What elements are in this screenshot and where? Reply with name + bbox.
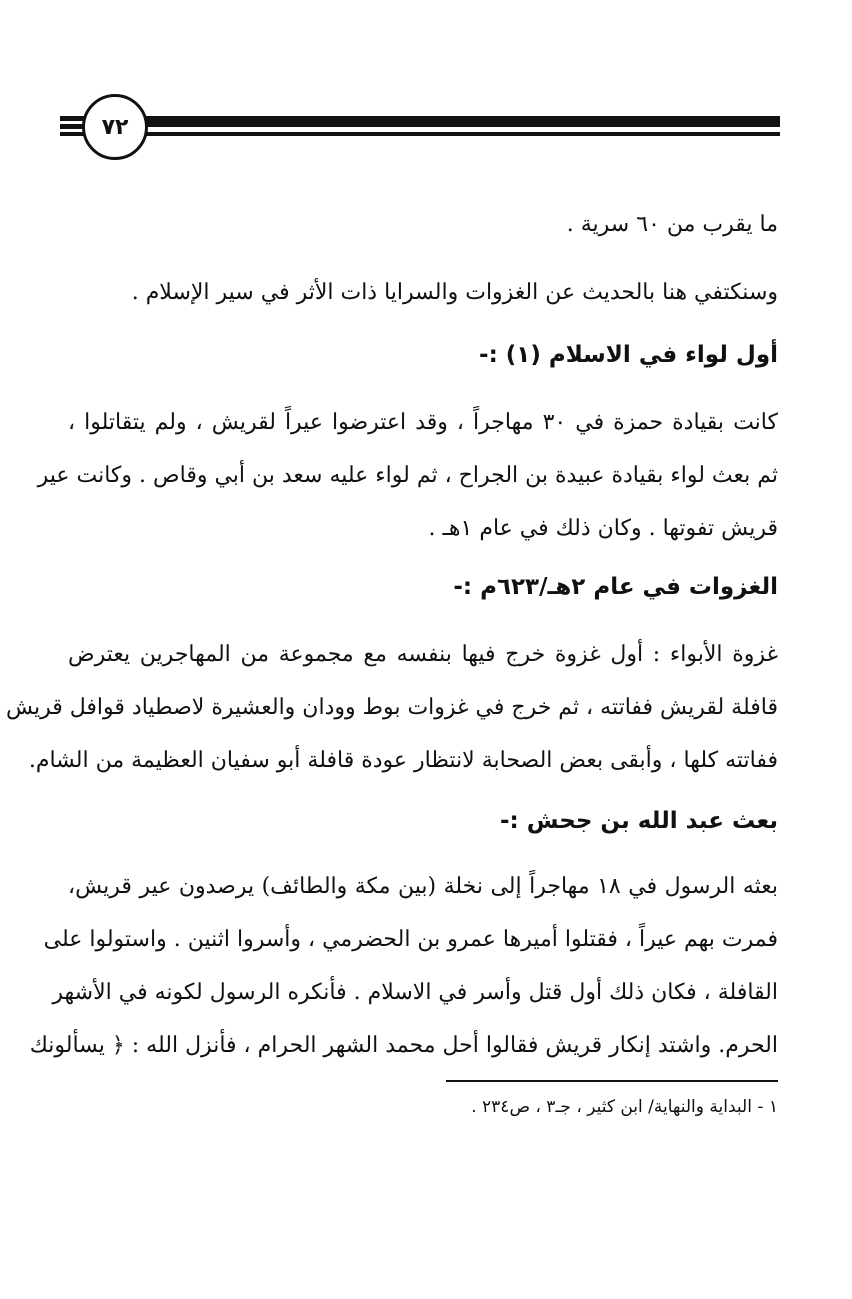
- footnote-separator: [446, 1080, 778, 1082]
- paragraph-line: قريش تفوتها . وكان ذلك في عام ١هـ .: [428, 516, 778, 541]
- page-number: ٧٢: [101, 114, 129, 140]
- section-heading: الغزوات في عام ٢هـ/٦٢٣م :-: [453, 574, 778, 600]
- header-rule-thick: [140, 116, 780, 127]
- section-heading: أول لواء في الاسلام (١) :-: [479, 342, 778, 368]
- paragraph-line: كانت بقيادة حمزة في ٣٠ مهاجراً ، وقد اعترضوا عيراً لقريش ، ولم يتقاتلوا ،: [68, 410, 778, 435]
- page-number-badge: [82, 94, 148, 160]
- paragraph-line: ففاتته كلها ، وأبقى بعض الصحابة لانتظار عودة قافلة أبو سفيان العظيمة من الشام.: [28, 748, 778, 773]
- footnote: ١ - البداية والنهاية/ ابن كثير ، جـ٣ ، ص٢٣٤ .: [471, 1097, 778, 1117]
- page-header: [0, 0, 852, 170]
- paragraph-line: وسنكتفي هنا بالحديث عن الغزوات والسرايا ذات الأثر في سير الإسلام .: [131, 280, 778, 305]
- paragraph-line: ثم بعث لواء بقيادة عبيدة بن الجراح ، ثم لواء عليه سعد بن أبي وقاص . وكانت عير: [37, 463, 778, 488]
- header-rule-thin: [140, 132, 780, 136]
- paragraph-line: بعثه الرسول في ١٨ مهاجراً إلى نخلة (بين مكة والطائف) يرصدون عير قريش،: [68, 874, 779, 899]
- paragraph-line: فمرت بهم عيراً ، فقتلوا أميرها عمرو بن الحضرمي ، وأسروا اثنين . واستولوا على: [43, 927, 778, 952]
- paragraph-line: غزوة الأبواء : أول غزوة خرج فيها بنفسه مع مجموعة من المهاجرين يعترض: [68, 642, 778, 667]
- section-heading: بعث عبد الله بن جحش :-: [500, 808, 778, 834]
- paragraph-line: الحرم. واشتد إنكار قريش فقالوا أحل محمد الشهر الحرام ، فأنزل الله : ﴿ يسألونك: [29, 1033, 778, 1058]
- paragraph-line: قافلة لقريش ففاتته ، ثم خرج في غزوات بوط وودان والعشيرة لاصطياد قوافل قريش: [5, 695, 778, 720]
- paragraph-line: ما يقرب من ٦٠ سرية .: [566, 212, 778, 237]
- paragraph-line: القافلة ، فكان ذلك أول قتل وأسر في الاسلام . فأنكره الرسول لكونه في الأشهر: [52, 980, 778, 1005]
